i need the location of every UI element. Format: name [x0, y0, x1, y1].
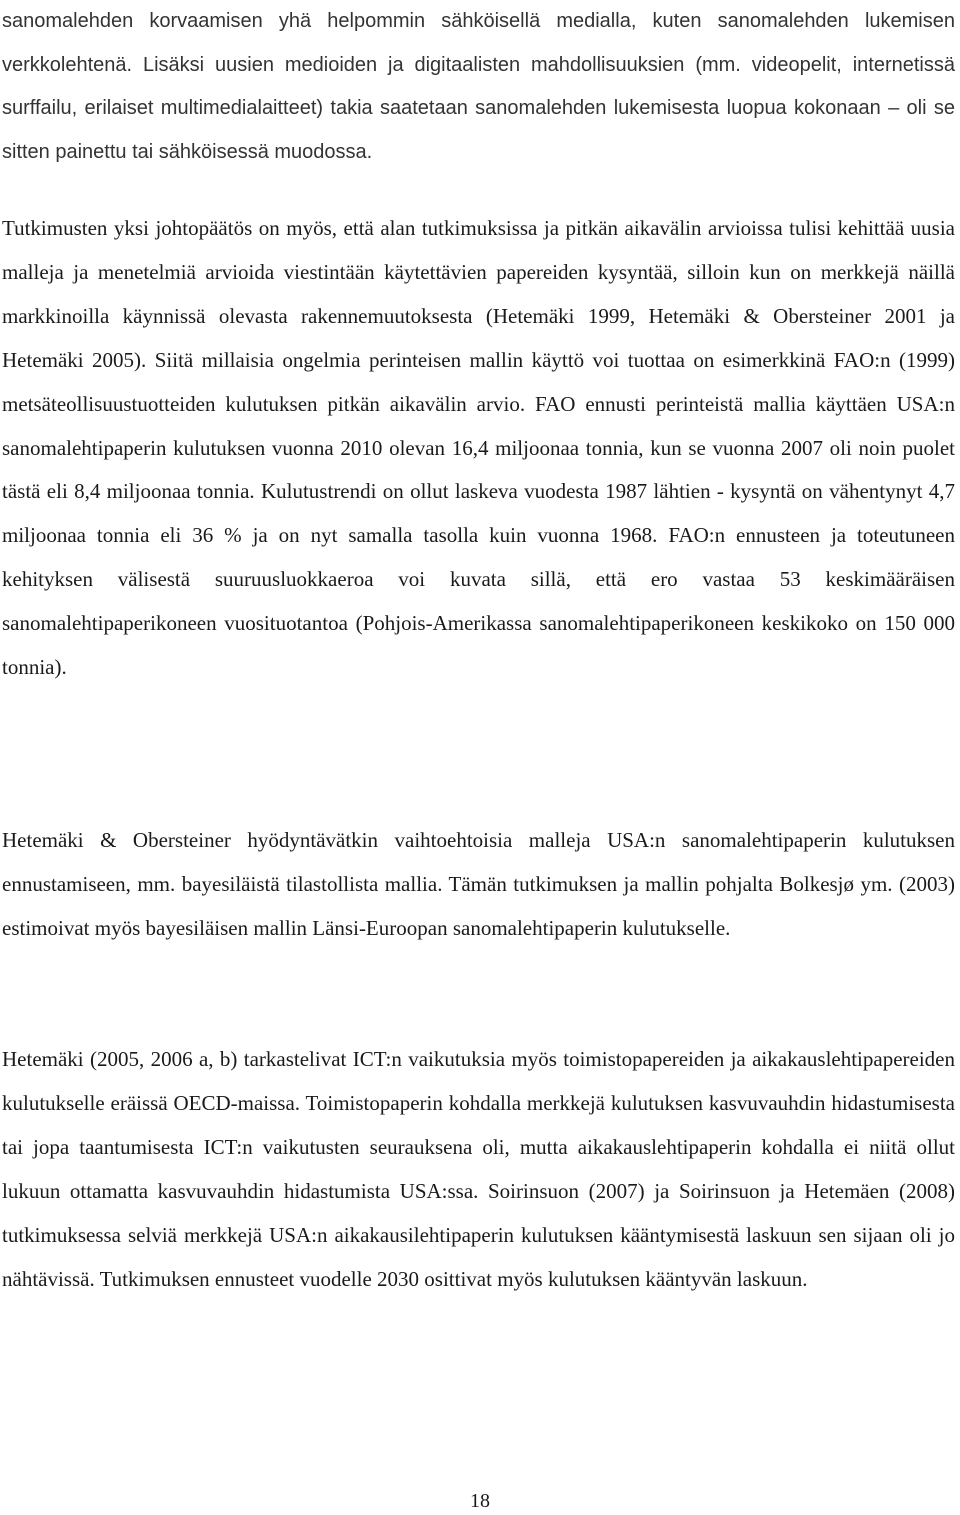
paragraph-research-conclusions: Tutkimusten yksi johtopäätös on myös, että alan tutkimuksissa ja pitkän aikavälin arvioissa tulisi kehittää uusia malleja ja menetelmiä arvioida viestintään käytettävien papereiden kysyntää, silloin kun on merkkejä näillä markkinoilla käynnissä olevasta rakennemuutoksesta (Hetemäki 1999, Hetemäki & Obersteiner 2001 ja Hetemäki 2005). Siitä millaisia ongelmia perinteisen mallin käyttö voi tuottaa on esimerkkinä FAO:n (1999) metsäteollisuustuotteiden kulutuksen pitkän aikavälin arvio. FAO ennusti perinteistä mallia käyttäen USA:n sanomalehtipaperin kulutuksen vuonna 2010 olevan 16,4 miljoonaa tonnia, kun se vuonna 2007 oli noin puolet tästä eli 8,4 miljoonaa tonnia. Kulutustrendi on ollut laskeva vuodesta 1987 lähtien - kysyntä on vähentynyt 4,7 miljoonaa tonnia eli 36 % ja on nyt samalla tasolla kuin vuonna 1968. FAO:n ennusteen ja toteutuneen kehityksen välisestä suuruusluokkaeroa voi kuvata sillä, että ero vastaa 53 keskimääräisen sanomalehtipaperikoneen vuosituotantoa (Pohjois-Amerikassa sanomalehtipaperikoneen keskikoko on 150 000 tonnia).: [2, 216, 955, 680]
paragraph-newspaper-replacement: sanomalehden korvaamisen yhä helpommin sähköisellä medialla, kuten sanomalehden lukemisen verkkolehtenä. Lisäksi uusien medioiden ja digitaalisten mahdollisuuksien (mm. videopelit, internetissä surffailu, erilaiset multimedialaitteet) takia saatetaan sanomalehden lukemisesta luopua kokonaan – oli se sitten painettu tai sähköisessä muodossa.: [2, 10, 955, 163]
paragraph-alternative-models: Hetemäki & Obersteiner hyödyntävätkin vaihtoehtoisia malleja USA:n sanomalehtipaperin kulutuksen ennustamiseen, mm. bayesiläistä tilastollista mallia. Tämän tutkimuksen ja mallin pohjalta Bolkesjø ym. (2003) estimoivat myös bayesiläisen mallin Länsi-Euroopan sanomalehtipaperin kulutukselle.: [2, 828, 955, 940]
paragraph-ict-effects: Hetemäki (2005, 2006 a, b) tarkastelivat ICT:n vaikutuksia myös toimistopapereiden ja aikakauslehtipapereiden kulutukselle eräissä OECD-maissa. Toimistopaperin kohdalla merkkejä kulutuksen kasvuvauhdin hidastumisesta tai jopa taantumisesta ICT:n vaikutusten seurauksena oli, mutta aikakauslehtipaperin kohdalla ei niitä ollut lukuun ottamatta kasvuvauhdin hidastumista USA:ssa. Soirinsuon (2007) ja Soirinsuon ja Hetemäen (2008) tutkimuksessa selviä merkkejä USA:n aikakausilehtipaperin kulutuksen kääntymisestä laskuun sen sijaan oli jo nähtävissä. Tutkimuksen ennusteet vuodelle 2030 osittivat myös kulutuksen kääntyvän laskuun.: [2, 1047, 955, 1291]
page-number: 18: [470, 1490, 490, 1512]
